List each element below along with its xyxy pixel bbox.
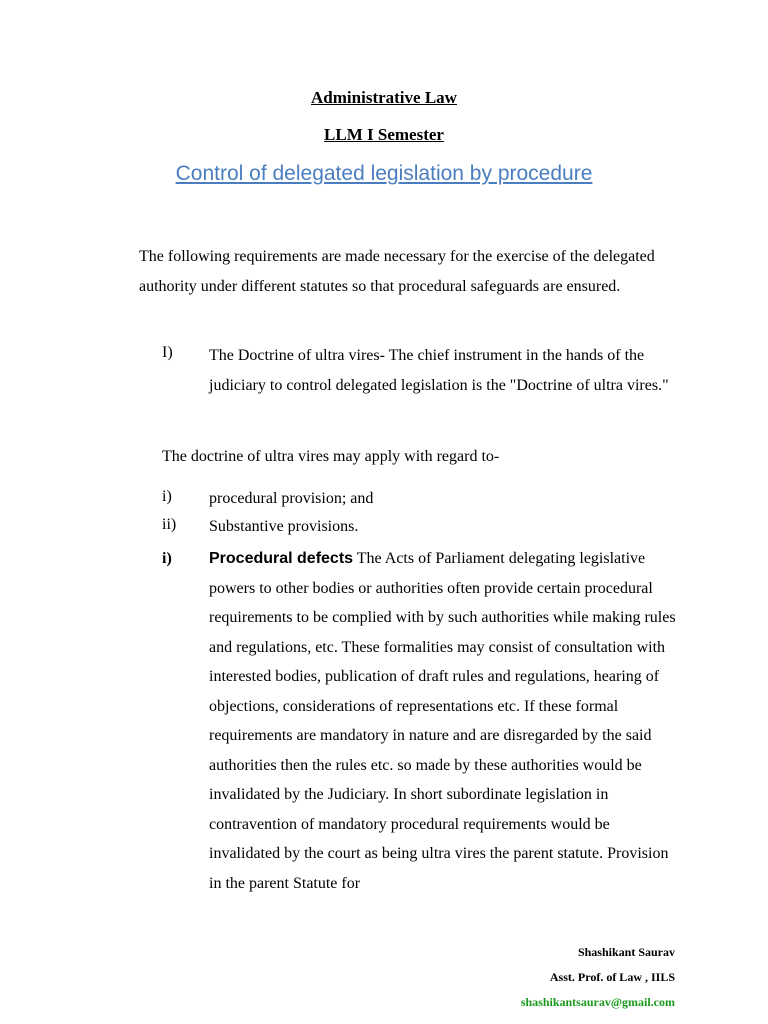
intro-paragraph: The following requirements are made necessary for the exercise of the delegated authority under different statutes so that procedural safeguards are ensured. [139,248,655,295]
procedural-heading: Procedural defects [209,550,354,567]
author-name: Shashikant Saurav [577,945,675,959]
author-title: Asst. Prof. of Law , IILS [549,970,675,984]
author-email[interactable]: shashikantsaurav@gmail.com [520,995,675,1009]
procedural-text: The Acts of Parliament delegating legislative powers to other bodies or authorities often provide certain procedural requirements to be complied with by such authorities while making rules and regulations, etc. These formalities may consist of consultation with interested bodies, publication of draft rules and regulations, hearing of objections, considerations of representations etc. If these formal requirements are mandatory in nature and are disregarded by the said authorities then the rules etc. so made by these authorities would be invalidated by the Judiciary. In short subordinate legislation in contravention of mandatory procedural requirements would be invalidated by the court as being ultra vires the parent statute. Provision in the parent Statute for [209,550,676,892]
list-item-marker: ii) [162,516,177,533]
procedural-paragraph [209,544,679,898]
list-item-marker: i) [162,488,172,505]
point-one-marker: I) [162,344,173,361]
procedural-marker: i) [162,550,172,567]
course-title: Administrative Law [311,88,457,107]
list-item-text: Substantive provisions. [209,518,359,535]
topic-title: Control of delegated legislation by procedure [175,162,593,185]
semester-title: LLM I Semester [324,125,444,144]
point-one-text: The Doctrine of ultra vires- The chief instrument in the hands of the judiciary to control delegated legislation is the "Doctrine of ultra vires." [209,347,669,394]
list-item-text: procedural provision; and [209,490,374,507]
doctrine-intro: The doctrine of ultra vires may apply with regard to- [162,448,500,465]
